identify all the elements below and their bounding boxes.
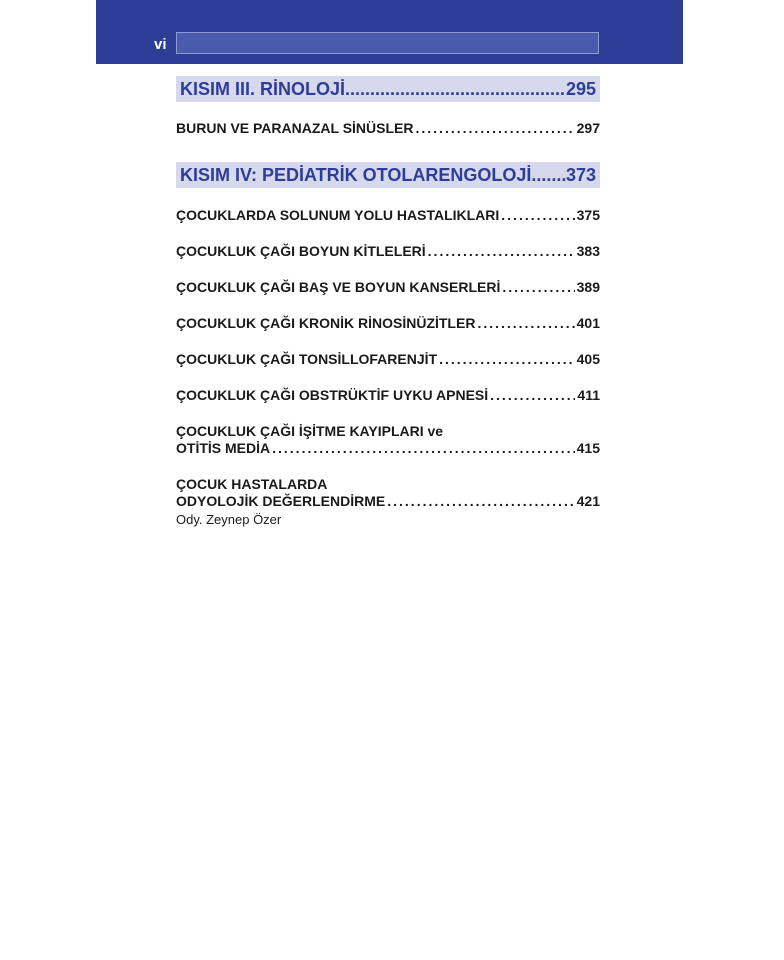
entry-title: ÇOCUKLUK ÇAĞI KRONİK RİNOSİNÜZİTLER — [176, 315, 476, 331]
entry-page: 411 — [577, 387, 600, 403]
entry-title: ÇOCUKLUK ÇAĞI BOYUN KİTLELERİ — [176, 243, 426, 259]
toc-entry[interactable] — [176, 315, 600, 332]
toc-entry[interactable] — [176, 387, 600, 404]
leader-dots — [477, 315, 574, 332]
leader-dots — [387, 493, 574, 510]
section-title: KISIM III. RİNOLOJİ — [180, 79, 346, 99]
leader-dots — [416, 120, 575, 137]
entry-page: 389 — [576, 279, 600, 295]
entry-title: BURUN VE PARANAZAL SİNÜSLER — [176, 120, 414, 136]
entry-title-continued: ODYOLOJİK DEĞERLENDİRME — [176, 493, 386, 509]
section-page: 295 — [565, 79, 596, 99]
entry-title: ÇOCUKLARDA SOLUNUM YOLU HASTALIKLARI — [176, 207, 500, 223]
entry-page: 383 — [576, 243, 600, 259]
entry-page: 401 — [576, 315, 600, 331]
leader-dots — [345, 76, 566, 102]
entry-page: 405 — [576, 351, 600, 367]
table-of-contents — [176, 76, 600, 528]
entry-title: ÇOCUKLUK ÇAĞI BAŞ VE BOYUN KANSERLERİ — [176, 279, 501, 295]
leader-dots — [531, 162, 566, 188]
entry-title: ÇOCUKLUK ÇAĞI OBSTRÜKTİF UYKU APNESİ — [176, 387, 489, 403]
entry-page: 297 — [576, 120, 600, 136]
section-page: 373 — [565, 165, 596, 185]
entry-page: 415 — [576, 440, 600, 456]
toc-entry[interactable] — [176, 243, 600, 260]
entry-author: Ody. Zeynep Özer — [176, 512, 282, 527]
leader-dots — [502, 279, 574, 296]
leader-dots — [501, 207, 574, 224]
section-title: KISIM IV: PEDİATRİK OTOLARENGOLOJİ — [180, 165, 532, 185]
entry-title-continued: OTİTİS MEDİA — [176, 440, 271, 456]
toc-entry[interactable] — [176, 351, 600, 368]
section-heading-rinoloji[interactable] — [176, 76, 600, 102]
leader-dots — [272, 440, 575, 457]
toc-entry[interactable] — [176, 207, 600, 224]
entry-title: ÇOCUKLUK ÇAĞI İŞİTME KAYIPLARI ve — [176, 423, 444, 439]
page-number: vi — [154, 36, 167, 53]
entry-title: ÇOCUK HASTALARDA — [176, 476, 328, 492]
entry-page: 375 — [576, 207, 600, 223]
header-bar — [176, 32, 599, 54]
toc-entry[interactable] — [176, 476, 600, 528]
toc-entry[interactable] — [176, 279, 600, 296]
toc-entry[interactable] — [176, 120, 600, 137]
toc-entry[interactable] — [176, 423, 600, 457]
leader-dots — [490, 387, 575, 404]
entry-page: 421 — [576, 493, 600, 509]
leader-dots — [439, 351, 575, 368]
leader-dots — [428, 243, 575, 260]
page-header — [96, 0, 683, 64]
section-heading-pediatrik[interactable] — [176, 162, 600, 188]
entry-title: ÇOCUKLUK ÇAĞI TONSİLLOFARENJİT — [176, 351, 438, 367]
